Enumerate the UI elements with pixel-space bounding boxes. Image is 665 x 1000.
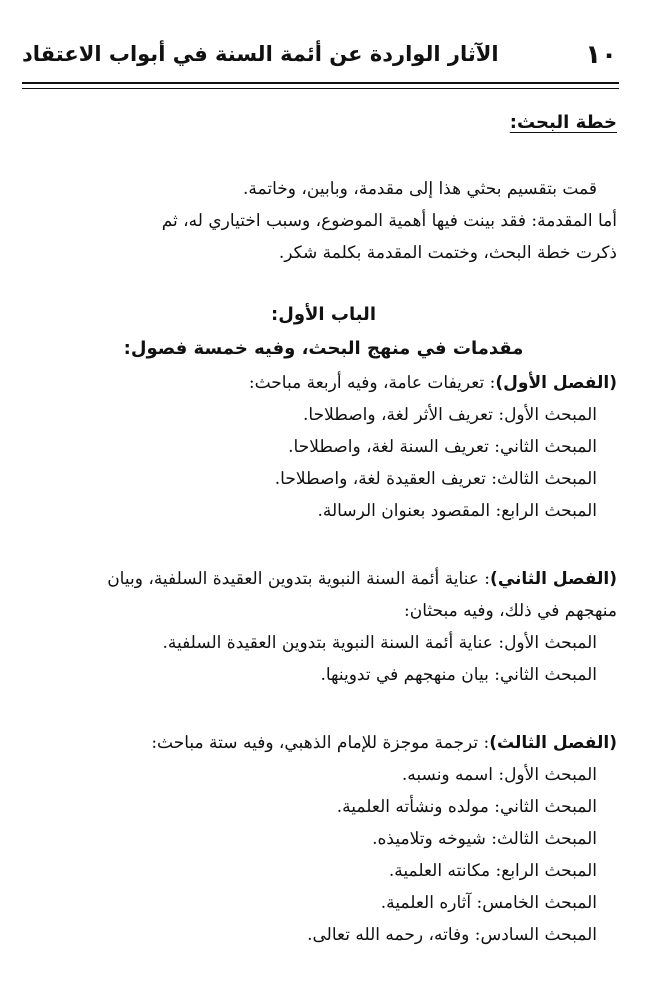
page-header — [22, 30, 617, 90]
plan-paragraph-2-line-2: ذكرت خطة البحث، وختمت المقدمة بكلمة شكر. — [278, 243, 617, 263]
chapter-3-item — [389, 858, 597, 884]
plan-paragraph-1: قمت بتقسيم بحثي هذا إلى مقدمة، وبابين، وخاتمة. — [243, 179, 597, 199]
item-label: المبحث الخامس — [482, 893, 597, 913]
part-1-title: الباب الأول: — [271, 304, 376, 325]
chapter-2-label: (الفصل الثاني) — [490, 569, 617, 589]
item-text: : تعريف الأثر لغة، واصطلاحا. — [303, 405, 505, 425]
chapter-3-line — [151, 730, 617, 756]
item-label: المبحث السادس — [480, 925, 597, 945]
chapter-3-item — [402, 762, 597, 788]
item-text: : عناية أئمة السنة النبوية بتدوين العقيدة السلفية. — [162, 633, 505, 653]
item-text: : آثاره العلمية. — [380, 893, 483, 913]
chapter-3-item — [337, 794, 597, 820]
plan-paragraph-2-line-1: أما المقدمة: فقد بينت فيها أهمية الموضوع، وسبب اختياري له، ثم — [161, 211, 617, 231]
header-rule-thick — [22, 82, 619, 84]
chapter-2-item — [162, 630, 597, 656]
chapter-1-item — [275, 466, 597, 492]
item-text: : مولده ونشأته العلمية. — [336, 797, 500, 817]
item-text: : تعريف العقيدة لغة، واصطلاحا. — [274, 469, 497, 489]
part-1-subtitle: مقدمات في منهج البحث، وفيه خمسة فصول: — [123, 338, 524, 359]
item-text: : مكانته العلمية. — [388, 861, 502, 881]
chapter-1-item — [303, 402, 597, 428]
chapter-1-label: (الفصل الأول) — [495, 373, 617, 393]
item-text: : اسمه ونسبه. — [401, 765, 505, 785]
chapter-3-item — [307, 922, 597, 948]
chapter-2-line-2: منهجهم في ذلك، وفيه مبحثان: — [404, 601, 617, 621]
item-text: : المقصود بعنوان الرسالة. — [317, 501, 502, 521]
item-label: المبحث الثاني — [499, 437, 597, 457]
item-text: : بيان منهجهم في تدوينها. — [320, 665, 500, 685]
item-label: المبحث الأول — [504, 405, 597, 425]
chapter-1-item — [288, 434, 597, 460]
item-label: المبحث الثاني — [499, 797, 597, 817]
item-text: : تعريف السنة لغة، واصطلاحا. — [288, 437, 500, 457]
header-rule-thin — [22, 88, 619, 89]
item-label: المبحث الرابع — [501, 501, 597, 521]
item-label: المبحث الثالث — [496, 469, 597, 489]
item-label: المبحث الثالث — [496, 829, 597, 849]
item-label: المبحث الثاني — [499, 665, 597, 685]
chapter-2-line-1 — [107, 566, 617, 592]
chapter-3-text: : ترجمة موجزة للإمام الذهبي، وفيه ستة مباحث: — [151, 733, 490, 753]
chapter-3-label: (الفصل الثالث) — [489, 733, 617, 753]
chapter-3-item — [372, 826, 597, 852]
item-label: المبحث الأول — [504, 633, 597, 653]
chapter-1-text: : تعريفات عامة، وفيه أربعة مباحث: — [248, 373, 496, 393]
item-text: : شيوخه وتلاميذه. — [372, 829, 497, 849]
chapter-2-item — [320, 662, 597, 688]
chapter-2-text: : عناية أئمة السنة النبوية بتدوين العقيدة السلفية، وبيان — [107, 569, 491, 589]
plan-heading: خطة البحث: — [509, 112, 617, 133]
item-label: المبحث الأول — [504, 765, 597, 785]
chapter-3-item — [381, 890, 597, 916]
chapter-1-line — [249, 370, 617, 396]
page-number: ١٠ — [585, 40, 617, 70]
item-text: : وفاته، رحمه الله تعالى. — [307, 925, 481, 945]
item-label: المبحث الرابع — [501, 861, 597, 881]
running-title: الآثار الواردة عن أئمة السنة في أبواب الاعتقاد — [22, 42, 499, 66]
chapter-1-item — [317, 498, 597, 524]
